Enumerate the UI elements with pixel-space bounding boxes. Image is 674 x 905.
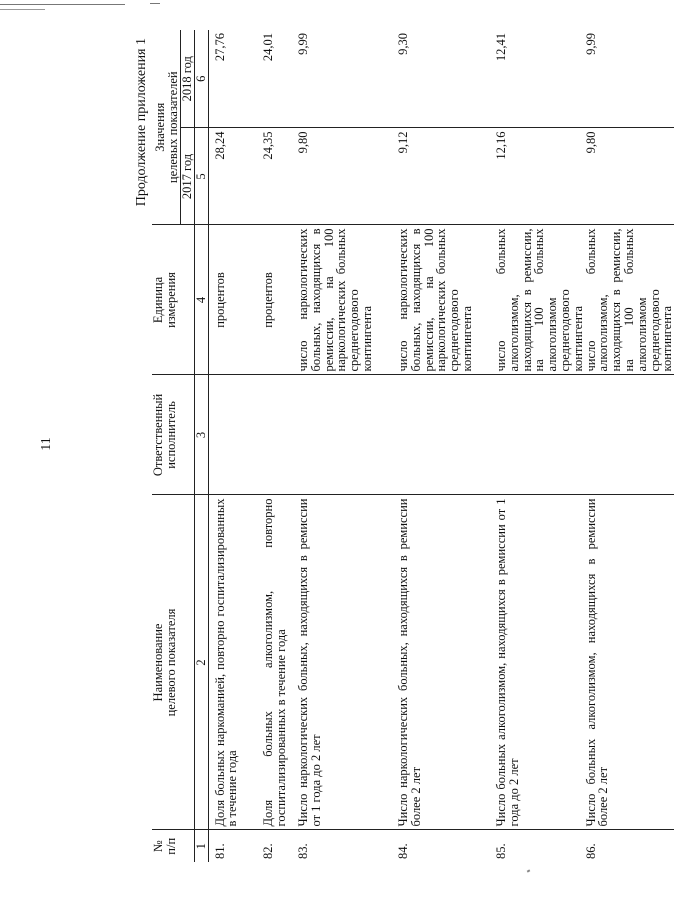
row-unit: число больных алкоголизмом, находящихся в ремиссии, на 100 больных алкоголизмом среднегодового контингента — [495, 225, 585, 375]
row-value-2018: 27,76 — [212, 33, 227, 62]
scan-edge-line — [0, 9, 45, 10]
row-name: Число больных алкоголизмом, находящихся в ремиссии от 1 года до 2 лет — [495, 495, 585, 830]
header-executor: Ответственный исполнитель — [152, 375, 194, 495]
row-num: 82. — [262, 830, 297, 862]
row-value-2018: 12,41 — [494, 33, 509, 62]
row-num: 85. — [495, 830, 585, 862]
row-value-2017: 12,16 — [495, 128, 585, 225]
column-index-row — [194, 30, 208, 862]
row-value-2018: 9,99 — [583, 33, 598, 55]
row-executor — [495, 375, 585, 495]
table-row — [262, 30, 297, 862]
continuation-title: Продолжение приложения 1 — [134, 38, 149, 207]
header-values-label: Значения целевых показателей — [153, 71, 180, 184]
table-header-row — [152, 30, 181, 862]
row-unit: число больных алкоголизмом, находящихся в ремиссии, на 100 больных алкоголизмом среднегодового контингента — [585, 225, 674, 375]
scan-edge-line — [150, 3, 160, 4]
col-index-1: 1 — [194, 830, 208, 862]
row-name: Число наркологических больных, находящихся в ремиссии от 1 года до 2 лет — [297, 495, 397, 830]
row-value-2017: 9,80 — [585, 128, 674, 225]
row-name: Доля больных наркоманией, повторно госпитализированных в течение года — [208, 495, 262, 830]
row-num: 84. — [397, 830, 495, 862]
header-values — [152, 30, 181, 225]
row-value-2017: 24,35 — [262, 128, 297, 225]
scan-edge-line — [0, 4, 125, 5]
row-value-2017: 9,12 — [397, 128, 495, 225]
row-executor — [297, 375, 397, 495]
row-value-2018: 9,99 — [296, 33, 311, 55]
header-year-2017: 2017 год — [181, 128, 195, 225]
rotated-page-content — [132, 22, 674, 862]
row-executor — [262, 375, 297, 495]
col-index-2: 2 — [194, 495, 208, 830]
row-value-2017: 28,24 — [208, 128, 262, 225]
col-index-5: 5 — [194, 128, 208, 225]
col-index-6: 6 — [194, 30, 208, 128]
row-name: Число наркологических больных, находящихся в ремиссии более 2 лет — [397, 495, 495, 830]
col-index-4: 4 — [194, 225, 208, 375]
scan-speck — [527, 869, 531, 872]
header-unit: Единица измерения — [152, 225, 194, 375]
row-value-2017: 9,80 — [297, 128, 397, 225]
row-executor — [397, 375, 495, 495]
col-index-3: 3 — [194, 375, 208, 495]
table-row — [495, 30, 585, 862]
row-value-2018: 24,01 — [261, 33, 276, 62]
table-row — [208, 30, 262, 862]
row-num: 81. — [208, 830, 262, 862]
row-unit: процентов — [208, 225, 262, 375]
row-value-2018: 9,30 — [396, 33, 411, 55]
row-executor — [585, 375, 674, 495]
row-num: 83. — [297, 830, 397, 862]
row-name: Доля больных алкоголизмом, повторно госпитализированных в течение года — [262, 495, 297, 830]
header-year-2018: 2018 год — [181, 30, 195, 128]
row-num: 86. — [585, 830, 674, 862]
row-unit: процентов — [262, 225, 297, 375]
table-row — [297, 30, 397, 862]
row-unit: число наркологических больных, находящихся в ремиссии, на 100 наркологических больных среднегодового контингента — [397, 225, 495, 375]
header-num: № п/п — [152, 830, 194, 862]
row-unit: число наркологических больных, находящихся в ремиссии, на 100 наркологических больных среднегодового контингента — [297, 225, 397, 375]
row-name: Число больных алкоголизмом, находящихся в ремиссии более 2 лет — [585, 495, 674, 830]
row-executor — [208, 375, 262, 495]
header-name: Наименование целевого показателя — [152, 495, 194, 830]
page-number: 11 — [39, 437, 54, 451]
table-row — [397, 30, 495, 862]
indicators-table — [152, 30, 674, 862]
table-row — [585, 30, 674, 862]
